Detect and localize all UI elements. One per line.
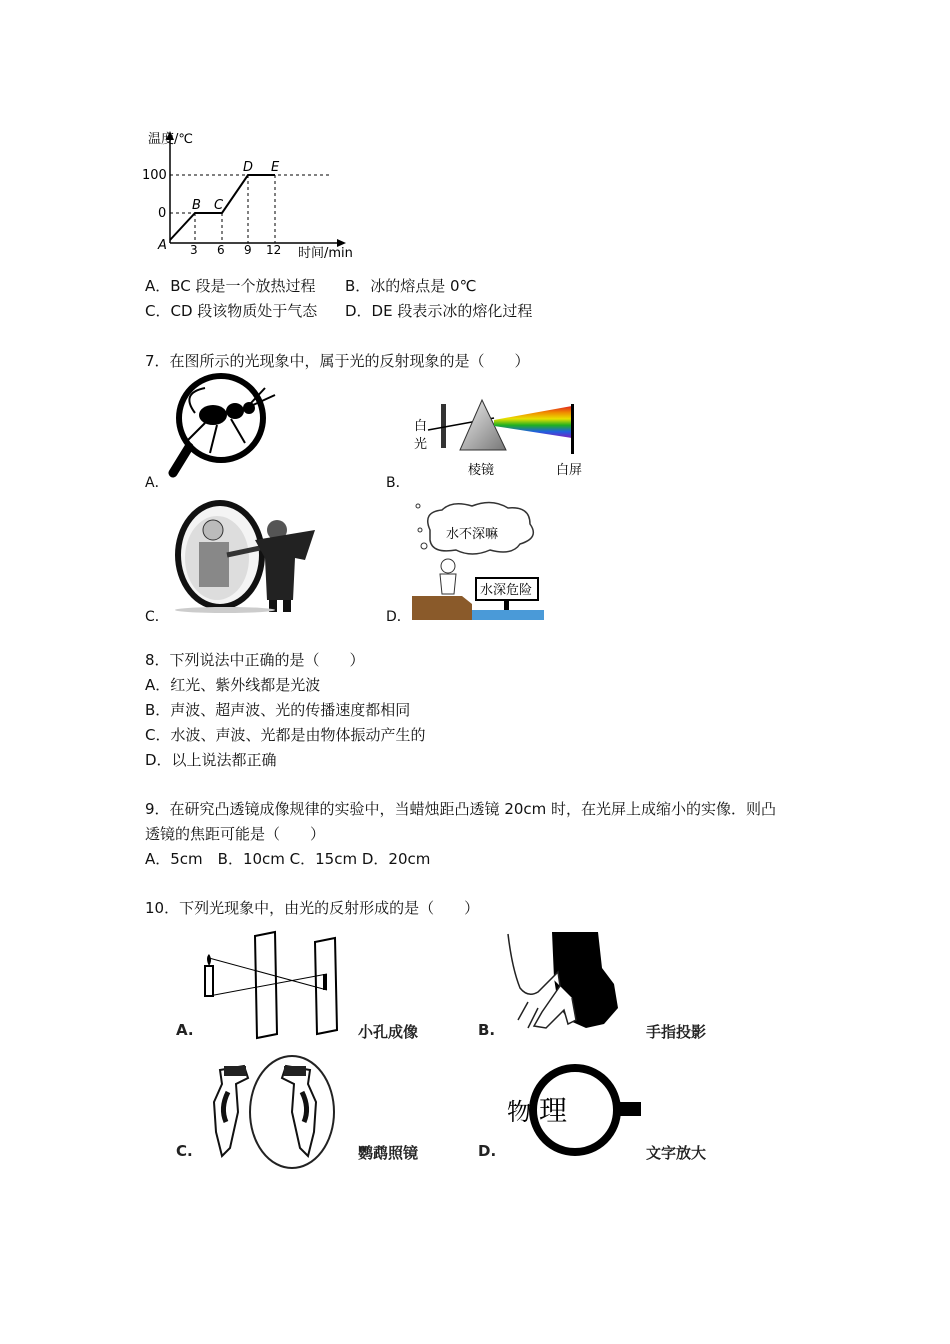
x-tick-12: 12 (266, 243, 282, 257)
q6-option-b: B．冰的熔点是 0℃ (345, 277, 477, 295)
q7-letter-b: B． (386, 475, 410, 491)
x-tick-6: 6 (217, 243, 225, 257)
point-b: B (192, 198, 201, 213)
q6-option-d: D．DE 段表示冰的熔化过程 (345, 302, 533, 320)
warning-sign-text: 水深危险 (480, 583, 533, 598)
magnifier-text-1: 物 (507, 1098, 531, 1126)
q7-letter-d: D． (386, 609, 411, 625)
pinhole-imaging-image (195, 930, 360, 1042)
q8-option-b: B．声波、超声波、光的传播速度都相同 (145, 701, 411, 719)
q9-question-line1: 9．在研究凸透镜成像规律的实验中，当蜡烛距凸透镜 20cm 时，在光屏上成缩小的实像．则凸 (145, 800, 777, 818)
q10-caption-b: 手指投影 (646, 1023, 707, 1041)
q10-letter-a: A. (176, 1021, 194, 1039)
q8-option-c: C．水波、声波、光都是由物体振动产生的 (145, 726, 426, 744)
x-tick-9: 9 (244, 243, 252, 257)
q8-option-d: D．以上说法都正确 (145, 751, 277, 769)
x-tick-3: 3 (190, 243, 198, 257)
x-axis-label: 时间/min (298, 246, 353, 261)
bubble-text: 水不深嘛 (446, 527, 499, 542)
prism-label-white: 白 (414, 419, 428, 434)
q7-letter-c: C． (145, 609, 169, 625)
q10-letter-c: C. (176, 1142, 193, 1160)
finger-shadow-image (498, 928, 638, 1038)
prism-label-light: 光 (414, 437, 428, 452)
q10-letter-d: D. (478, 1142, 497, 1160)
q10-caption-a: 小孔成像 (358, 1023, 419, 1041)
parrot-mirror-image (200, 1052, 340, 1170)
q8-option-a: A．红光、紫外线都是光波 (145, 676, 321, 694)
prism-label: 棱镜 (468, 463, 495, 478)
temperature-time-graph (140, 125, 370, 265)
q9-options: A．5cm B．10cm C．15cm D．20cm (145, 850, 431, 868)
magnifier-text-image (505, 1062, 645, 1162)
point-e: E (271, 160, 280, 175)
q10-question: 10．下列光现象中，由光的反射形成的是（ ） (145, 899, 480, 917)
y-tick-0: 0 (158, 206, 167, 221)
q10-caption-d: 文字放大 (646, 1144, 707, 1162)
q7-letter-a: A． (145, 475, 169, 491)
y-tick-100: 100 (142, 168, 167, 183)
q6-option-a: A．BC 段是一个放热过程 (145, 277, 316, 295)
magnifier-text-2: 理 (539, 1094, 568, 1127)
q8-question: 8．下列说法中正确的是（ ） (145, 651, 365, 669)
prism-dispersion-image (408, 398, 598, 480)
q10-letter-b: B. (478, 1021, 496, 1039)
q7-question: 7．在图所示的光现象中，属于光的反射现象的是（ ） (145, 352, 530, 370)
mirror-reflection-image (165, 500, 325, 615)
screen-label: 白屏 (556, 463, 583, 478)
q9-question-line2: 透镜的焦距可能是（ ） (145, 825, 326, 843)
point-c: C (214, 198, 224, 213)
q6-option-c: C．CD 段该物质处于气态 (145, 302, 318, 320)
q10-caption-c: 鹦鹉照镜 (358, 1144, 419, 1162)
y-axis-label: 温度/℃ (148, 132, 193, 147)
magnifier-ant-image (165, 373, 300, 478)
point-a: A (158, 238, 167, 253)
water-depth-image (412, 500, 544, 620)
point-d: D (243, 160, 254, 175)
